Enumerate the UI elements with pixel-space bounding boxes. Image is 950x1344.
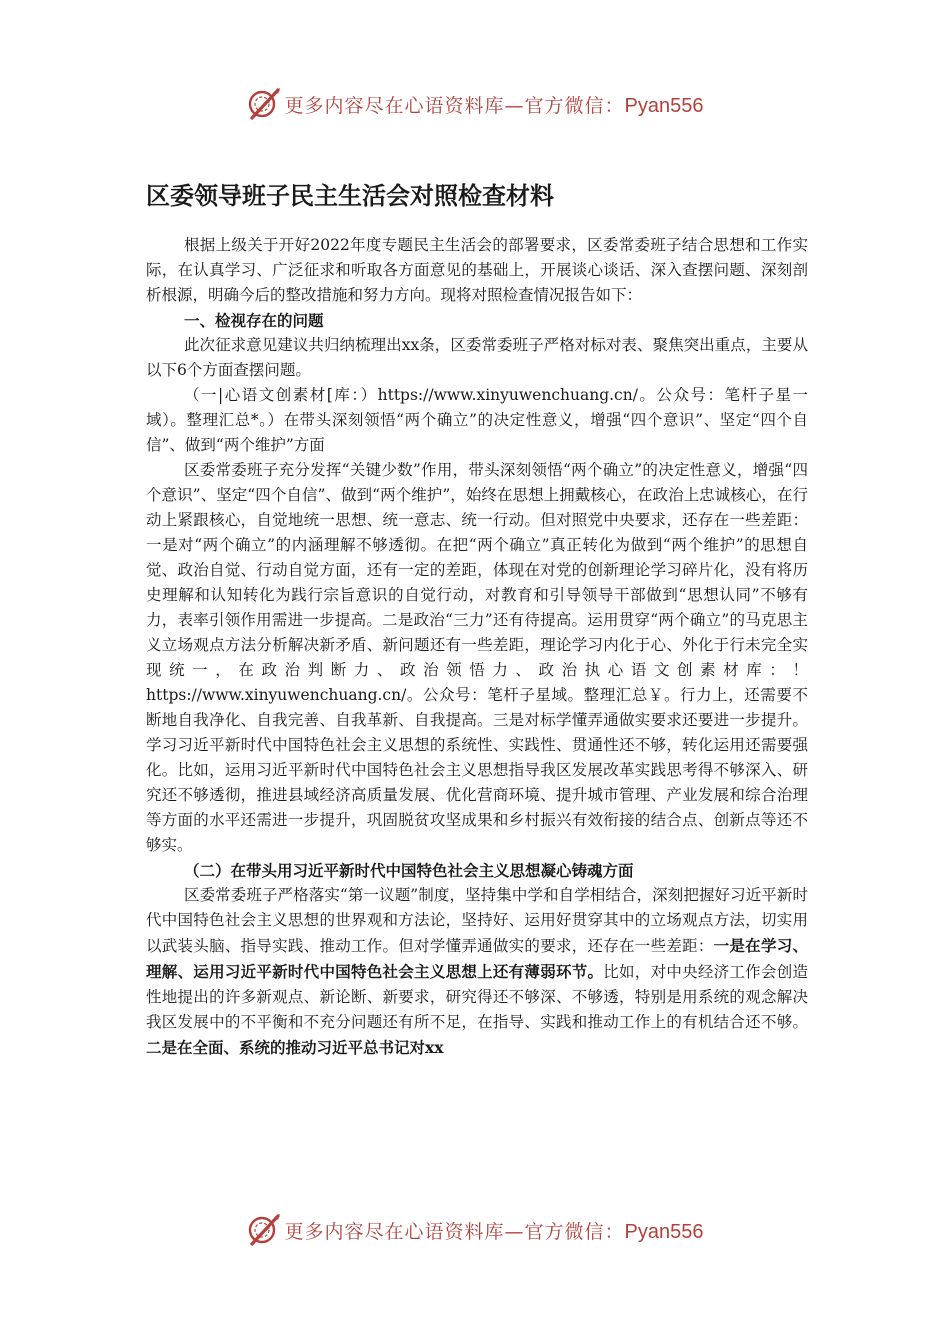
brush-logo-icon (247, 87, 281, 121)
subsection-heading-1: （一|心语文创素材[库：）https://www.xinyuwenchuang.cn/。公众号：笔杆子星一域）。整理汇总*。）在带头深刻领悟“两个确立”的决定性意义，增强“四个意识”、坚定“四个自信”、做到“两个维护”方面 (146, 386, 808, 454)
footer-banner (0, 1210, 950, 1250)
document-title: 区委领导班子民主生活会对照检查材料 (146, 182, 554, 210)
subsection-heading-2: （二）在带头用习近平新时代中国特色社会主义思想凝心铸魂方面 (184, 861, 634, 880)
intro-paragraph: 根据上级关于开好2022年度专题民主生活会的部署要求，区委常委班子结合思想和工作实际，在认真学习、广泛征求和听取各方面意见的基础上，开展谈心谈话、深入查摆问题、深刻剖析根源，明确今后的整改措施和努力方向。现将对照检查情况报告如下： (146, 236, 808, 304)
document-body (146, 233, 808, 1061)
emphasis-2: 二是在全面、系统的推动习近平总书记对xx (146, 1038, 444, 1057)
wechat-id: Pyan556 (624, 1220, 704, 1243)
banner-text: 更多内容尽在心语资料库—官方微信：Pyan556 (284, 94, 704, 117)
section-heading-1: 一、检视存在的问题 (184, 311, 324, 330)
wechat-id: Pyan556 (624, 94, 704, 117)
emphasis-1: 一是在学习、理解、运用习近平新时代中国特色社会主义思想上还有薄弱环节。 (146, 936, 808, 981)
banner-text: 更多内容尽在心语资料库—官方微信：Pyan556 (284, 1220, 704, 1243)
paragraph-2: 区委常委班子严格落实“第一议题”制度，坚持集中学和自学相结合，深刻把握好习近平新时代中国特色社会主义思想的世界观和方法论，坚持好、运用好贯穿其中的立场观点方法，切实用以武装头脑、指导实践、推动工作。但对学懂弄通做实的要求，还存在一些差距：一是在学习、理解、运用习近平新时代中国特色社会主义思想上还有薄弱环节。比如，对中央经济工作会创造性地提出的许多新观点、新论断、新要求，研究得还不够深、不够透，特别是用系统的观念解决我区发展中的不平衡和不充分问题还有所不足，在指导、实践和推动工作上的有机结合还不够。二是在全面、系统的推动习近平总书记对xx (146, 886, 808, 1057)
header-banner (0, 84, 950, 124)
brush-logo-icon (247, 1213, 281, 1247)
summary-paragraph: 此次征求意见建议共归纳梳理出xx条，区委常委班子严格对标对表、聚焦突出重点，主要从以下6个方面查摆问题。 (146, 336, 808, 379)
paragraph-1: 区委常委班子充分发挥“关键少数”作用，带头深刻领悟“两个确立”的决定性意义，增强“四个意识”、坚定“四个自信”、做到“两个维护”，始终在思想上拥戴核心，在政治上忠诚核心，在行动上紧跟核心，自觉地统一思想、统一意志、统一行动。但对照党中央要求，还存在一些差距：一是对“两个确立”的内涵理解不够透彻。在把“两个确立”真正转化为做到“两个维护”的思想自觉、政治自觉、行动自觉方面，还有一定的差距，体现在对党的创新理论学习碎片化，没有将历史理解和认知转化为践行宗旨意识的自觉行动，对教育和引导领导干部做到“思想认同”不够有力，表率引领作用需进一步提高。二是政治“三力”还有待提高。运用贯穿“两个确立”的马克思主义立场观点方法分析解决新矛盾、新问题还有一些差距，理论学习内化于心、外化于行未完全实现统一，在政治判断力、政治领悟力、政治执心语文创素材库：！https://www.xinyuwenchuang.cn/。公众号：笔杆子星域。整理汇总￥。行力上，还需要不断地自我净化、自我完善、自我革新、自我提高。三是对标学懂弄通做实要求还要进一步提升。学习习近平新时代中国特色社会主义思想的系统性、实践性、贯通性还不够，转化运用还需要强化。比如，运用习近平新时代中国特色社会主义思想指导我区发展改革实践思考得不够深入、研究还不够透彻，推进县域经济高质量发展、优化营商环境、提升城市管理、产业发展和综合治理等方面的水平还需进一步提升，巩固脱贫攻坚成果和乡村振兴有效衔接的结合点、创新点等还不够实。 (146, 461, 808, 854)
